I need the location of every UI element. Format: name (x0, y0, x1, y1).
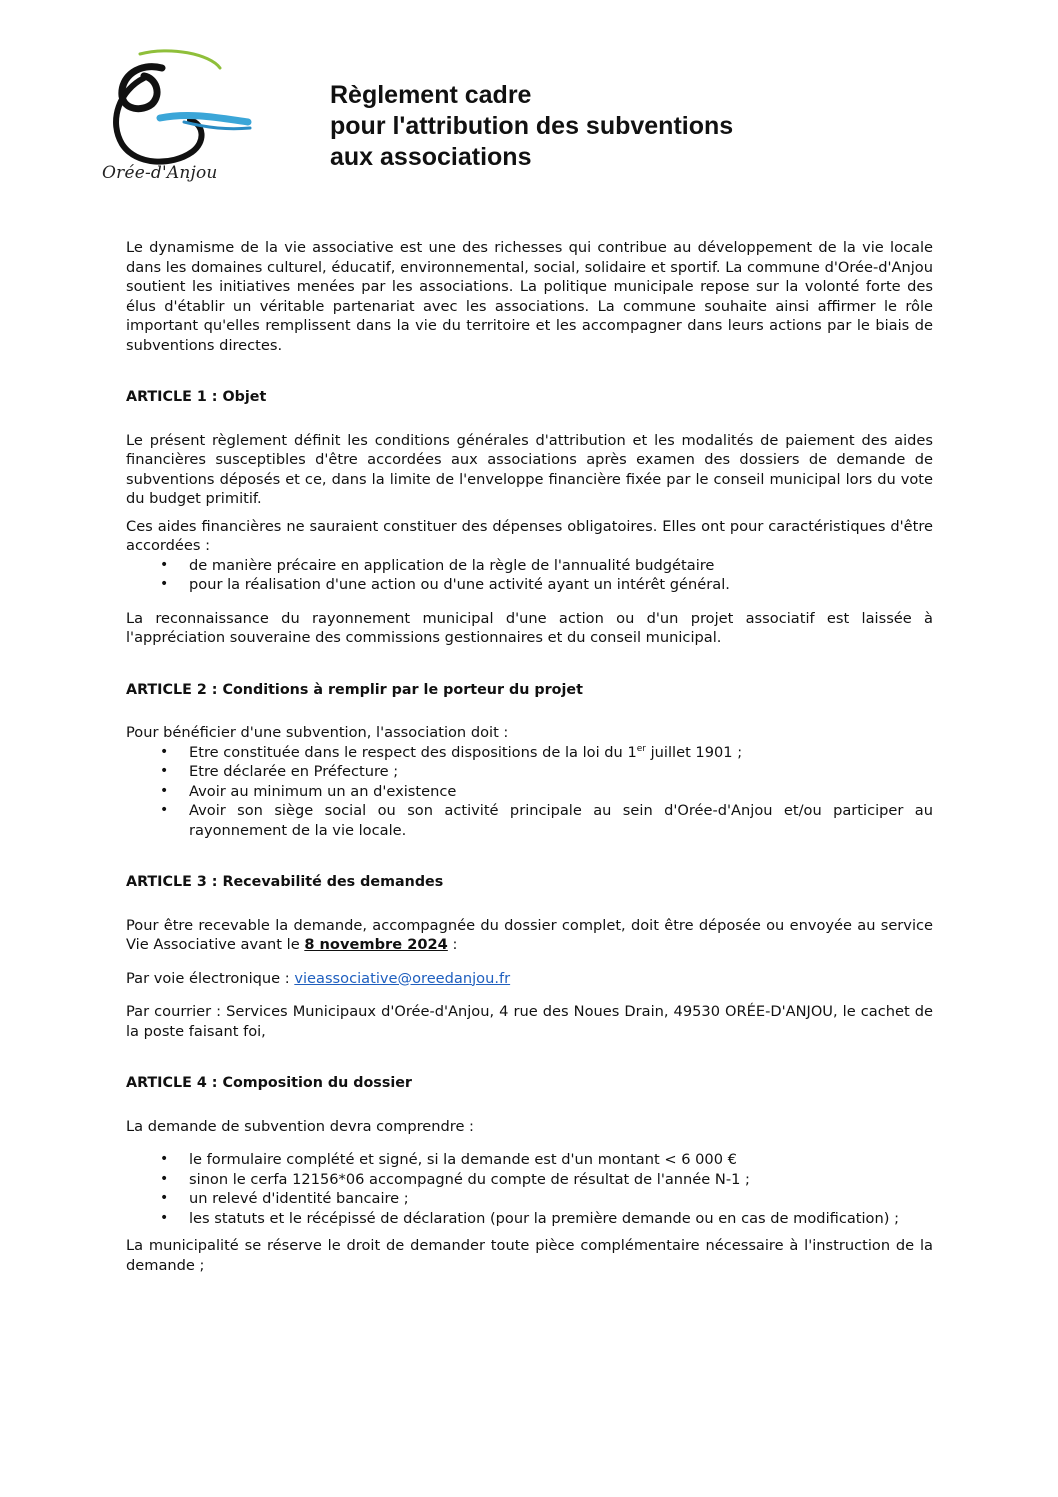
intro-paragraph: Le dynamisme de la vie associative est une des richesses qui contribue au développement de la vie locale dans les domaines culturel, éducatif, environnemental, social, solidaire et sportif. La commune d'Orée-d'Anjou soutient les initiatives menées par les associations. La politique municipale repose sur la volonté forte des élus d'établir un véritable partenariat avec les associations. La commune souhaite ainsi affirmer le rôle important qu'elles remplissent dans la vie du territoire et les accompagner dans leurs actions par le biais de subventions directes. (126, 239, 933, 354)
article-1-paragraph-3: La reconnaissance du rayonnement municipal d'une action ou d'un projet associatif est laissée à l'appréciation souveraine des commissions gestionnaires et du conseil municipal. (126, 609, 933, 646)
bullet-icon: • (160, 1170, 169, 1187)
title-line-2: pour l'attribution des subventions (330, 112, 734, 140)
bullet-icon: • (160, 743, 169, 760)
list-item: • pour la réalisation d'une action ou d'une activité ayant un intérêt général. (160, 576, 730, 593)
deadline-date: 8 novembre 2024 (304, 936, 448, 953)
list-item: • Avoir au minimum un an d'existence (160, 782, 457, 800)
article-3-paragraph-1: Pour être recevable la demande, accompagnée du dossier complet, doit être déposée ou envoyée au service Vie Associative avant le 8 novembre 2024 : (126, 916, 933, 953)
article-3-email-line: Par voie électronique : vieassociative@oreedanjou.fr (126, 969, 511, 987)
document-title (330, 80, 733, 173)
bullet-icon: • (160, 1190, 169, 1206)
article-2-heading: ARTICLE 2 : Conditions à remplir par le porteur du projet (126, 681, 583, 698)
article-4-paragraph-2: La municipalité se réserve le droit de demander toute pièce complémentaire nécessaire à l'instruction de la demande ; (126, 1237, 933, 1274)
title-line-3: aux associations (330, 143, 532, 171)
list-item: • le formulaire complété et signé, si la demande est d'un montant < 6 000 € (160, 1151, 737, 1168)
list-item: • Avoir son siège social ou son activité principale au sein d'Orée-d'Anjou et/ou participer au rayonnement de la vie locale. (160, 802, 933, 839)
article-4-heading: ARTICLE 4 : Composition du dossier (126, 1075, 412, 1091)
article-1-heading: ARTICLE 1 : Objet (126, 389, 267, 405)
article-1-paragraph-2: Ces aides financières ne sauraient constituer des dépenses obligatoires. Elles ont pour caractéristiques d'être accordées : (126, 517, 933, 554)
logo-text: Orée-d'Anjou (102, 163, 218, 183)
list-item: • de manière précaire en application de la règle de l'annualité budgétaire (160, 556, 715, 574)
bullet-icon: • (160, 556, 169, 573)
list-item: • Etre déclarée en Préfecture ; (160, 763, 399, 780)
list-item: • sinon le cerfa 12156*06 accompagné du compte de résultat de l'année N-1 ; (160, 1170, 750, 1188)
email-link[interactable]: vieassociative@oreedanjou.fr (294, 969, 511, 987)
list-item: • un relevé d'identité bancaire ; (160, 1190, 409, 1207)
article-4-list (126, 1150, 933, 1228)
document-body (126, 238, 933, 1275)
article-2-paragraph-1: Pour bénéficier d'une subvention, l'association doit : (126, 724, 509, 741)
bullet-icon: • (160, 763, 169, 779)
article-3-heading: ARTICLE 3 : Recevabilité des demandes (126, 874, 444, 890)
bullet-icon: • (160, 802, 169, 818)
bullet-icon: • (160, 1151, 169, 1167)
title-line-1: Règlement cadre (330, 81, 532, 109)
list-item: • les statuts et le récépissé de déclaration (pour la première demande ou en cas de modification) ; (160, 1209, 899, 1227)
article-1-paragraph-1: Le présent règlement définit les conditions générales d'attribution et les modalités de paiement des aides financières susceptibles d'être accordées aux associations après examen des dossiers de demande de subventions déposés et ce, dans la limite de l'enveloppe financière fixée par le conseil municipal lors du vote du budget primitif. (126, 431, 933, 507)
list-item: • Etre constituée dans le respect des dispositions de la loi du 1er juillet 1901 ; (160, 743, 743, 761)
article-2-list (126, 743, 933, 841)
bullet-icon: • (160, 1209, 169, 1226)
article-1-list (126, 556, 933, 595)
article-3-mail-line: Par courrier : Services Municipaux d'Orée-d'Anjou, 4 rue des Noues Drain, 49530 ORÉE-D'ANJOU, le cachet de la poste faisant foi, (126, 1003, 933, 1040)
article-4-paragraph-1: La demande de subvention devra comprendre : (126, 1117, 474, 1135)
bullet-icon: • (160, 576, 169, 592)
bullet-icon: • (160, 782, 169, 799)
